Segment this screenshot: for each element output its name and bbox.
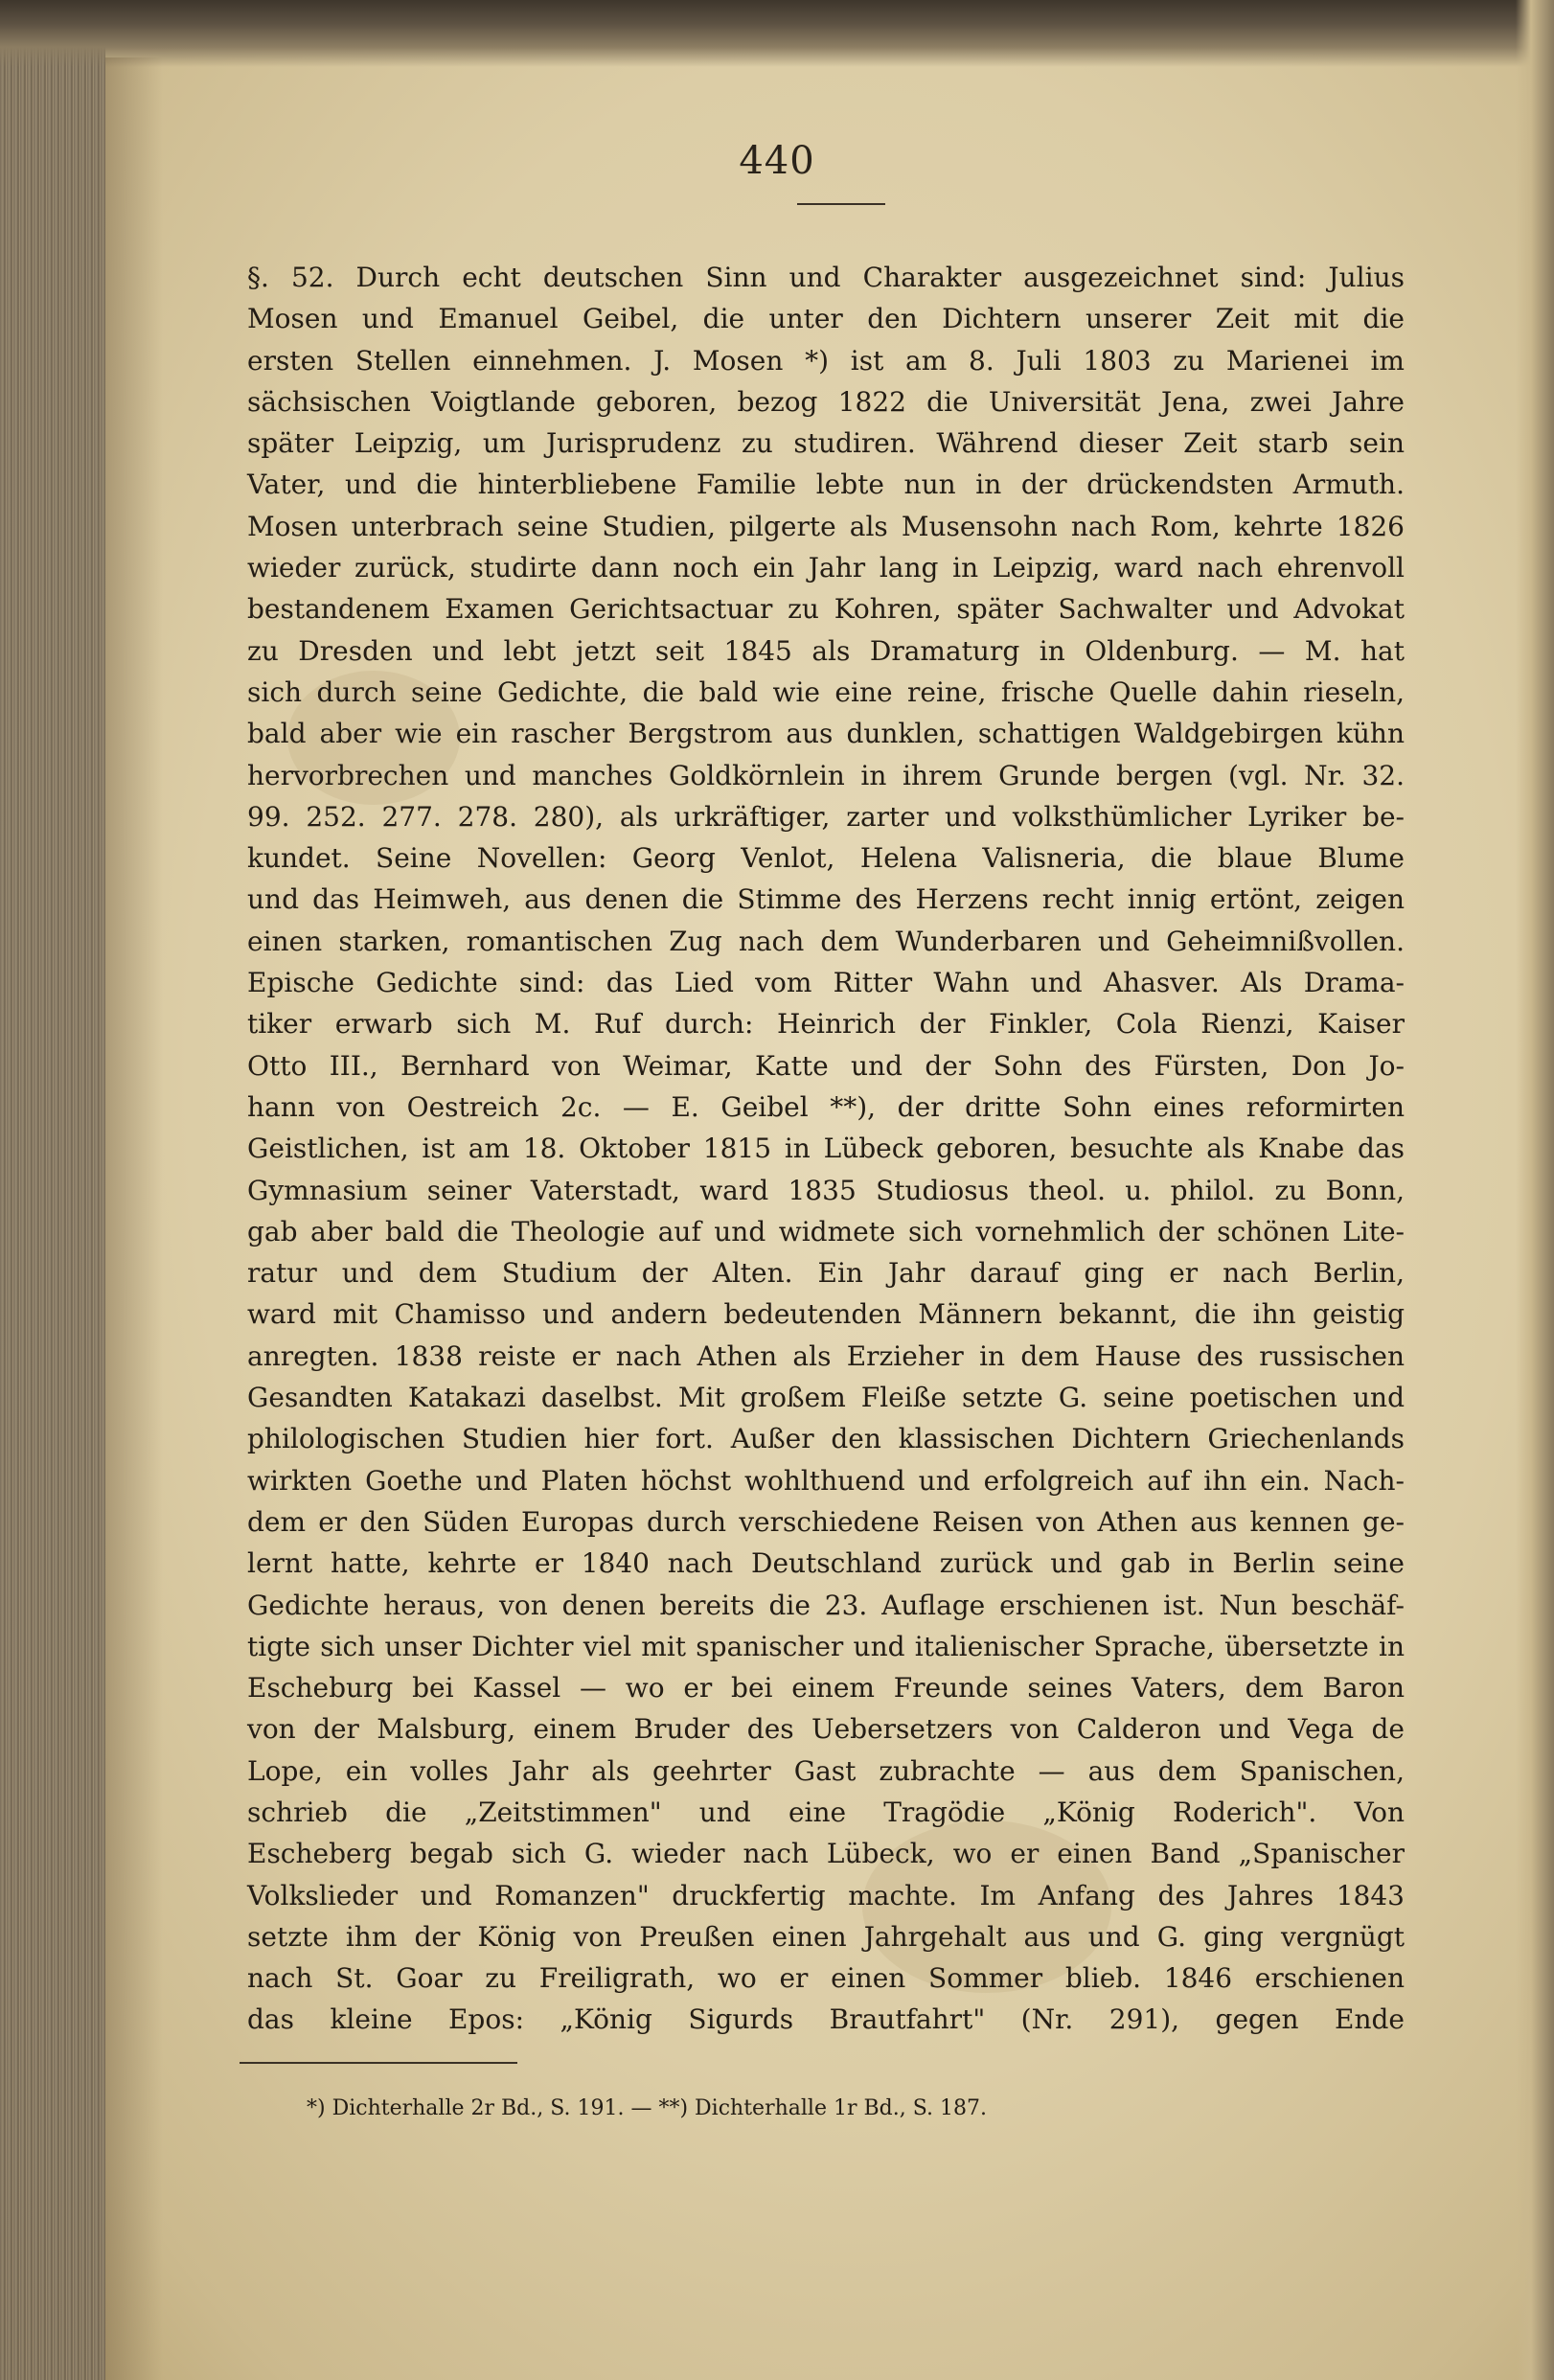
- text-line: kundet. Seine Novellen: Georg Venlot, Helena Valisneria, die blaue Blume: [247, 842, 1405, 875]
- text-line: Lope, ein volles Jahr als geehrter Gast zubrachte — aus dem Spanischen,: [247, 1754, 1405, 1787]
- text-line: bestandenem Examen Gerichtsactuar zu Kohren, später Sachwalter und Advokat: [247, 593, 1405, 626]
- text-line: wirkten Goethe und Platen höchst wohlthuend und erfolgreich auf ihn ein. Nach-: [247, 1464, 1405, 1497]
- page-number: 440: [739, 139, 815, 183]
- text-line: schrieb die „Zeitstimmen" und eine Tragödie „König Roderich". Von: [247, 1796, 1405, 1828]
- text-line: Escheburg bei Kassel — wo er bei einem Freunde seines Vaters, dem Baron: [247, 1672, 1405, 1705]
- text-line: ersten Stellen einnehmen. J. Mosen *) ist am 8. Juli 1803 zu Marienei im: [247, 344, 1405, 377]
- text-line: Gymnasium seiner Vaterstadt, ward 1835 Studiosus theol. u. philol. zu Bonn,: [247, 1174, 1405, 1206]
- text-line: hervorbrechen und manches Goldkörnlein in ihrem Grunde bergen (vgl. Nr. 32.: [247, 759, 1405, 791]
- text-line: tigte sich unser Dichter viel mit spanischer und italienischer Sprache, übersetzte in: [247, 1630, 1405, 1662]
- text-line: Mosen und Emanuel Geibel, die unter den Dichtern unserer Zeit mit die: [247, 303, 1405, 335]
- text-line: gab aber bald die Theologie auf und widmete sich vornehmlich der schönen Lite-: [247, 1215, 1405, 1247]
- text-line: ward mit Chamisso und andern bedeutenden Männern bekannt, die ihn geistig: [247, 1298, 1405, 1331]
- text-line: sächsischen Voigtlande geboren, bezog 1822 die Universität Jena, zwei Jahre: [247, 385, 1405, 418]
- text-line: Gesandten Katakazi daselbst. Mit großem Fleiße setzte G. seine poetischen und: [247, 1382, 1405, 1414]
- book-edge-right: [1516, 0, 1554, 2380]
- text-line: 99. 252. 277. 278. 280), als urkräftiger, zarter und volksthümlicher Lyriker be-: [247, 800, 1405, 833]
- text-line: sich durch seine Gedichte, die bald wie eine reine, frische Quelle dahin rieseln,: [247, 675, 1405, 708]
- text-line: ratur und dem Studium der Alten. Ein Jahr darauf ging er nach Berlin,: [247, 1257, 1405, 1290]
- text-line: anregten. 1838 reiste er nach Athen als Erzieher in dem Hause des russischen: [247, 1339, 1405, 1372]
- body-text: [247, 257, 1405, 2041]
- page-number-rule: [797, 203, 885, 205]
- text-line: bald aber wie ein rascher Bergstrom aus dunklen, schattigen Waldgebirgen kühn: [247, 718, 1405, 750]
- text-line: zu Dresden und lebt jetzt seit 1845 als Dramaturg in Oldenburg. — M. hat: [247, 634, 1405, 667]
- text-line: Geistlichen, ist am 18. Oktober 1815 in Lübeck geboren, besuchte als Knabe das: [247, 1133, 1405, 1165]
- text-line: Volkslieder und Romanzen" druckfertig machte. Im Anfang des Jahres 1843: [247, 1879, 1405, 1911]
- text-line: nach St. Goar zu Freiligrath, wo er einen Sommer blieb. 1846 erschienen: [247, 1962, 1405, 1995]
- book-edge-top: [0, 0, 1554, 67]
- text-line: Otto III., Bernhard von Weimar, Katte und der Sohn des Fürsten, Don Jo-: [247, 1049, 1405, 1082]
- text-line: Mosen unterbrach seine Studien, pilgerte als Musensohn nach Rom, kehrte 1826: [247, 510, 1405, 542]
- text-line: Vater, und die hinterbliebene Familie lebte nun in der drückendsten Armuth.: [247, 469, 1405, 501]
- footnote-rule: [240, 2062, 517, 2064]
- text-line: hann von Oestreich 2c. — E. Geibel **), der dritte Sohn eines reformirten: [247, 1090, 1405, 1123]
- text-line: §. 52. Durch echt deutschen Sinn und Charakter ausgezeichnet sind: Julius: [247, 262, 1405, 293]
- text-line: lernt hatte, kehrte er 1840 nach Deutschland zurück und gab in Berlin seine: [247, 1547, 1405, 1580]
- text-line: später Leipzig, um Jurisprudenz zu studiren. Während dieser Zeit starb sein: [247, 427, 1405, 460]
- text-line: das kleine Epos: „König Sigurds Brautfahrt" (Nr. 291), gegen Ende: [247, 2003, 1405, 2036]
- text-line: Epische Gedichte sind: das Lied vom Ritter Wahn und Ahasver. Als Drama-: [247, 967, 1405, 999]
- text-line: tiker erwarb sich M. Ruf durch: Heinrich der Finkler, Cola Rienzi, Kaiser: [247, 1008, 1405, 1041]
- text-line: setzte ihm der König von Preußen einen Jahrgehalt aus und G. ging vergnügt: [247, 1920, 1405, 1953]
- footnote: *) Dichterhalle 2r Bd., S. 191. — **) Dichterhalle 1r Bd., S. 187.: [307, 2096, 987, 2120]
- text-line: und das Heimweh, aus denen die Stimme des Herzens recht innig ertönt, zeigen: [247, 883, 1405, 916]
- text-line: Gedichte heraus, von denen bereits die 23. Auflage erschienen ist. Nun beschäf-: [247, 1589, 1405, 1621]
- text-line: einen starken, romantischen Zug nach dem Wunderbaren und Geheimnißvollen.: [247, 925, 1405, 957]
- text-line: philologischen Studien hier fort. Außer den klassischen Dichtern Griechenlands: [247, 1423, 1405, 1455]
- gutter-shadow: [105, 57, 163, 2380]
- text-line: wieder zurück, studirte dann noch ein Jahr lang in Leipzig, ward nach ehrenvoll: [247, 552, 1405, 584]
- text-line: dem er den Süden Europas durch verschiedene Reisen von Athen aus kennen ge-: [247, 1505, 1405, 1538]
- text-line: Escheberg begab sich G. wieder nach Lübeck, wo er einen Band „Spanischer: [247, 1838, 1405, 1870]
- book-edge-left: [0, 0, 105, 2380]
- text-line: von der Malsburg, einem Bruder des Uebersetzers von Calderon und Vega de: [247, 1713, 1405, 1746]
